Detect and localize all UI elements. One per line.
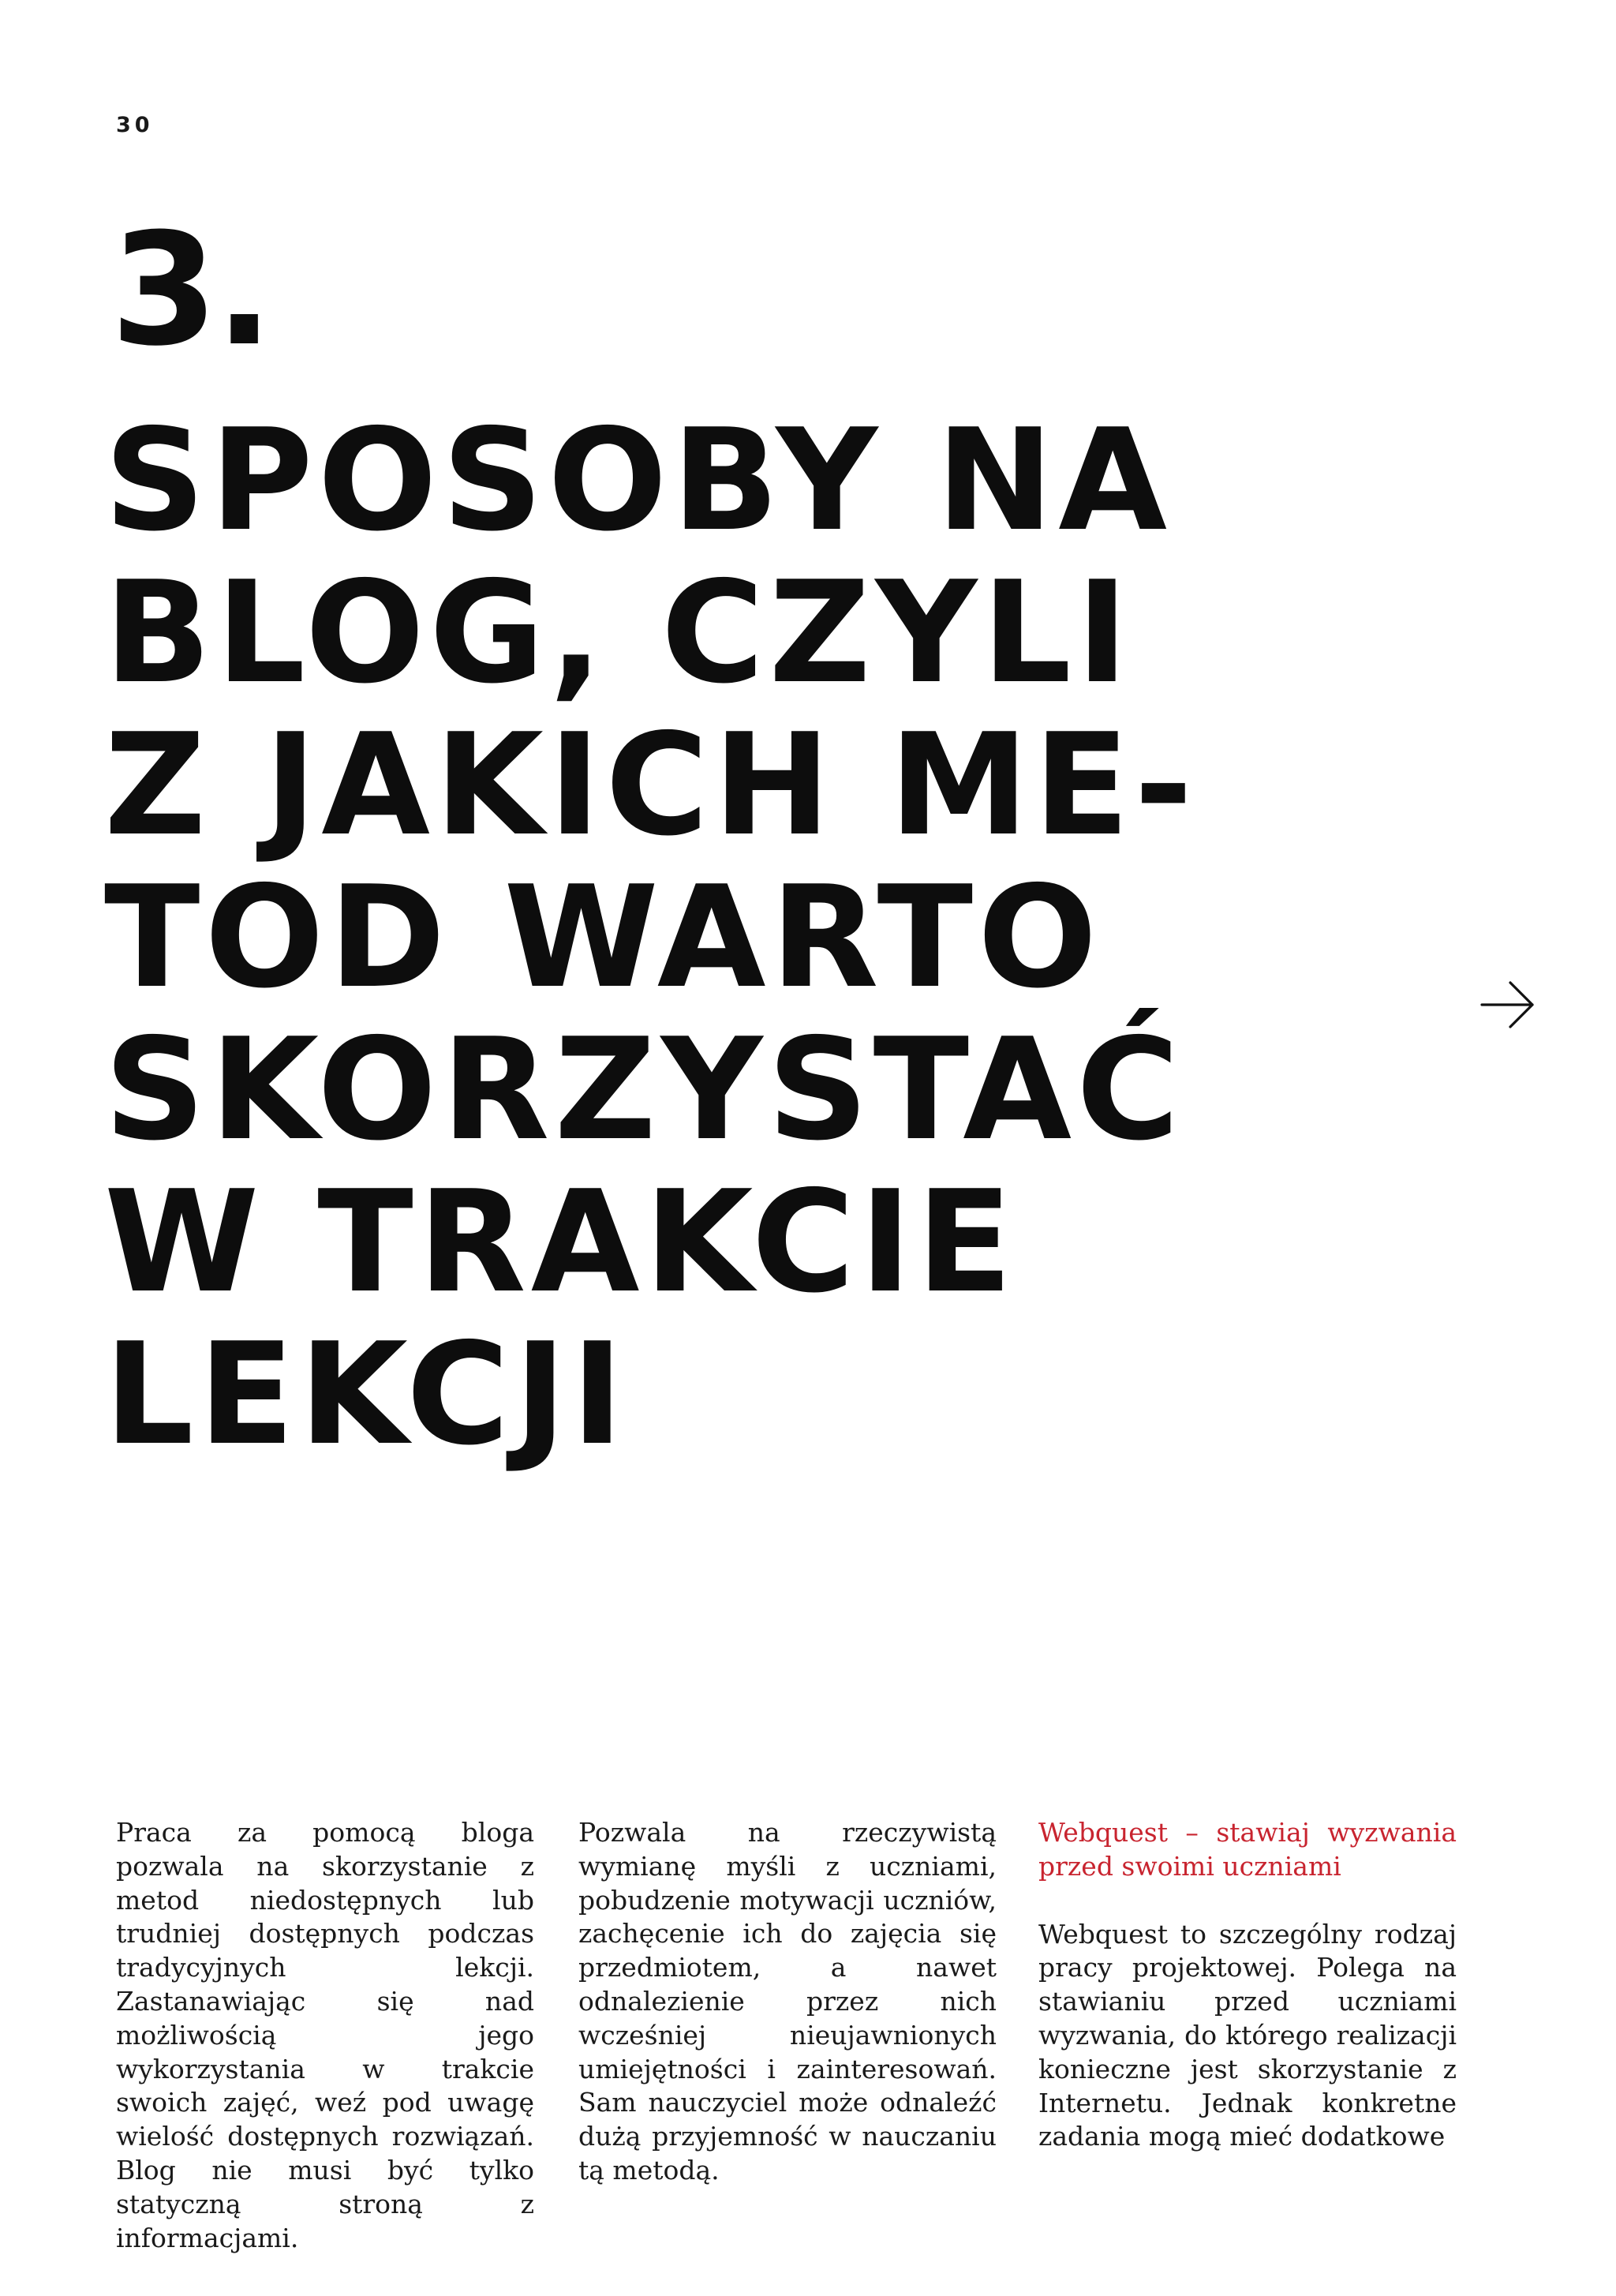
chapter-title-line: TOD WARTO bbox=[104, 856, 1102, 1019]
chapter-title-line: W TRAKCIE bbox=[104, 1160, 1017, 1324]
body-paragraph: Pozwala na rzeczywistą wymianę myśli z uczniami, pobudzenie motywacji uczniów, zachęcenie ich do zajęcia się przedmiotem, a nawet odnalezienie przez nich wcześniej nieujawnionych umiejętności i zainteresowań. Sam nauczyciel może odnaleźć dużą przyjemność w nauczaniu tą metodą. bbox=[578, 1817, 997, 2186]
sidebar-paragraph: Webquest to szczególny rodzaj pracy projektowej. Polega na stawianiu przed uczniami wyzwania, do którego realizacji konieczne jest skorzystanie z Internetu. Jednak konkretne zadania mogą mieć dodatkowe bbox=[1038, 1918, 1457, 2152]
body-paragraph: Praca za pomocą bloga pozwala na skorzystanie z metod niedostępnych lub trudniej dostępnych podczas tradycyjnych lekcji. Zastanawiając się nad możliwością jego wykorzystania w trakcie swoich zajęć, weź pod uwagę wielość dostępnych rozwiązań. Blog nie musi być tylko statyczną stroną z informacjami. bbox=[116, 1817, 534, 2253]
chapter-title-line: SKORZYSTAĆ bbox=[104, 1008, 1184, 1171]
body-column-1 bbox=[116, 1816, 534, 2255]
page-number: 30 bbox=[116, 113, 154, 137]
chapter-title-line: BLOG, CZYLI bbox=[104, 551, 1134, 714]
sidebar-heading: Webquest – stawiaj wyzwania przed swoimi uczniami bbox=[1038, 1817, 1457, 1882]
chapter-title-line: LEKCJI bbox=[104, 1313, 629, 1476]
chapter-number: 3. bbox=[110, 200, 271, 380]
chapter-title-line: SPOSOBY NA bbox=[104, 399, 1173, 562]
body-column-2 bbox=[578, 1816, 997, 2188]
chapter-title bbox=[104, 399, 1382, 1476]
chapter-title-line: Z JAKICH ME- bbox=[104, 703, 1198, 867]
sidebar-column bbox=[1038, 1816, 1457, 2154]
arrow-right-icon[interactable] bbox=[1477, 973, 1540, 1036]
